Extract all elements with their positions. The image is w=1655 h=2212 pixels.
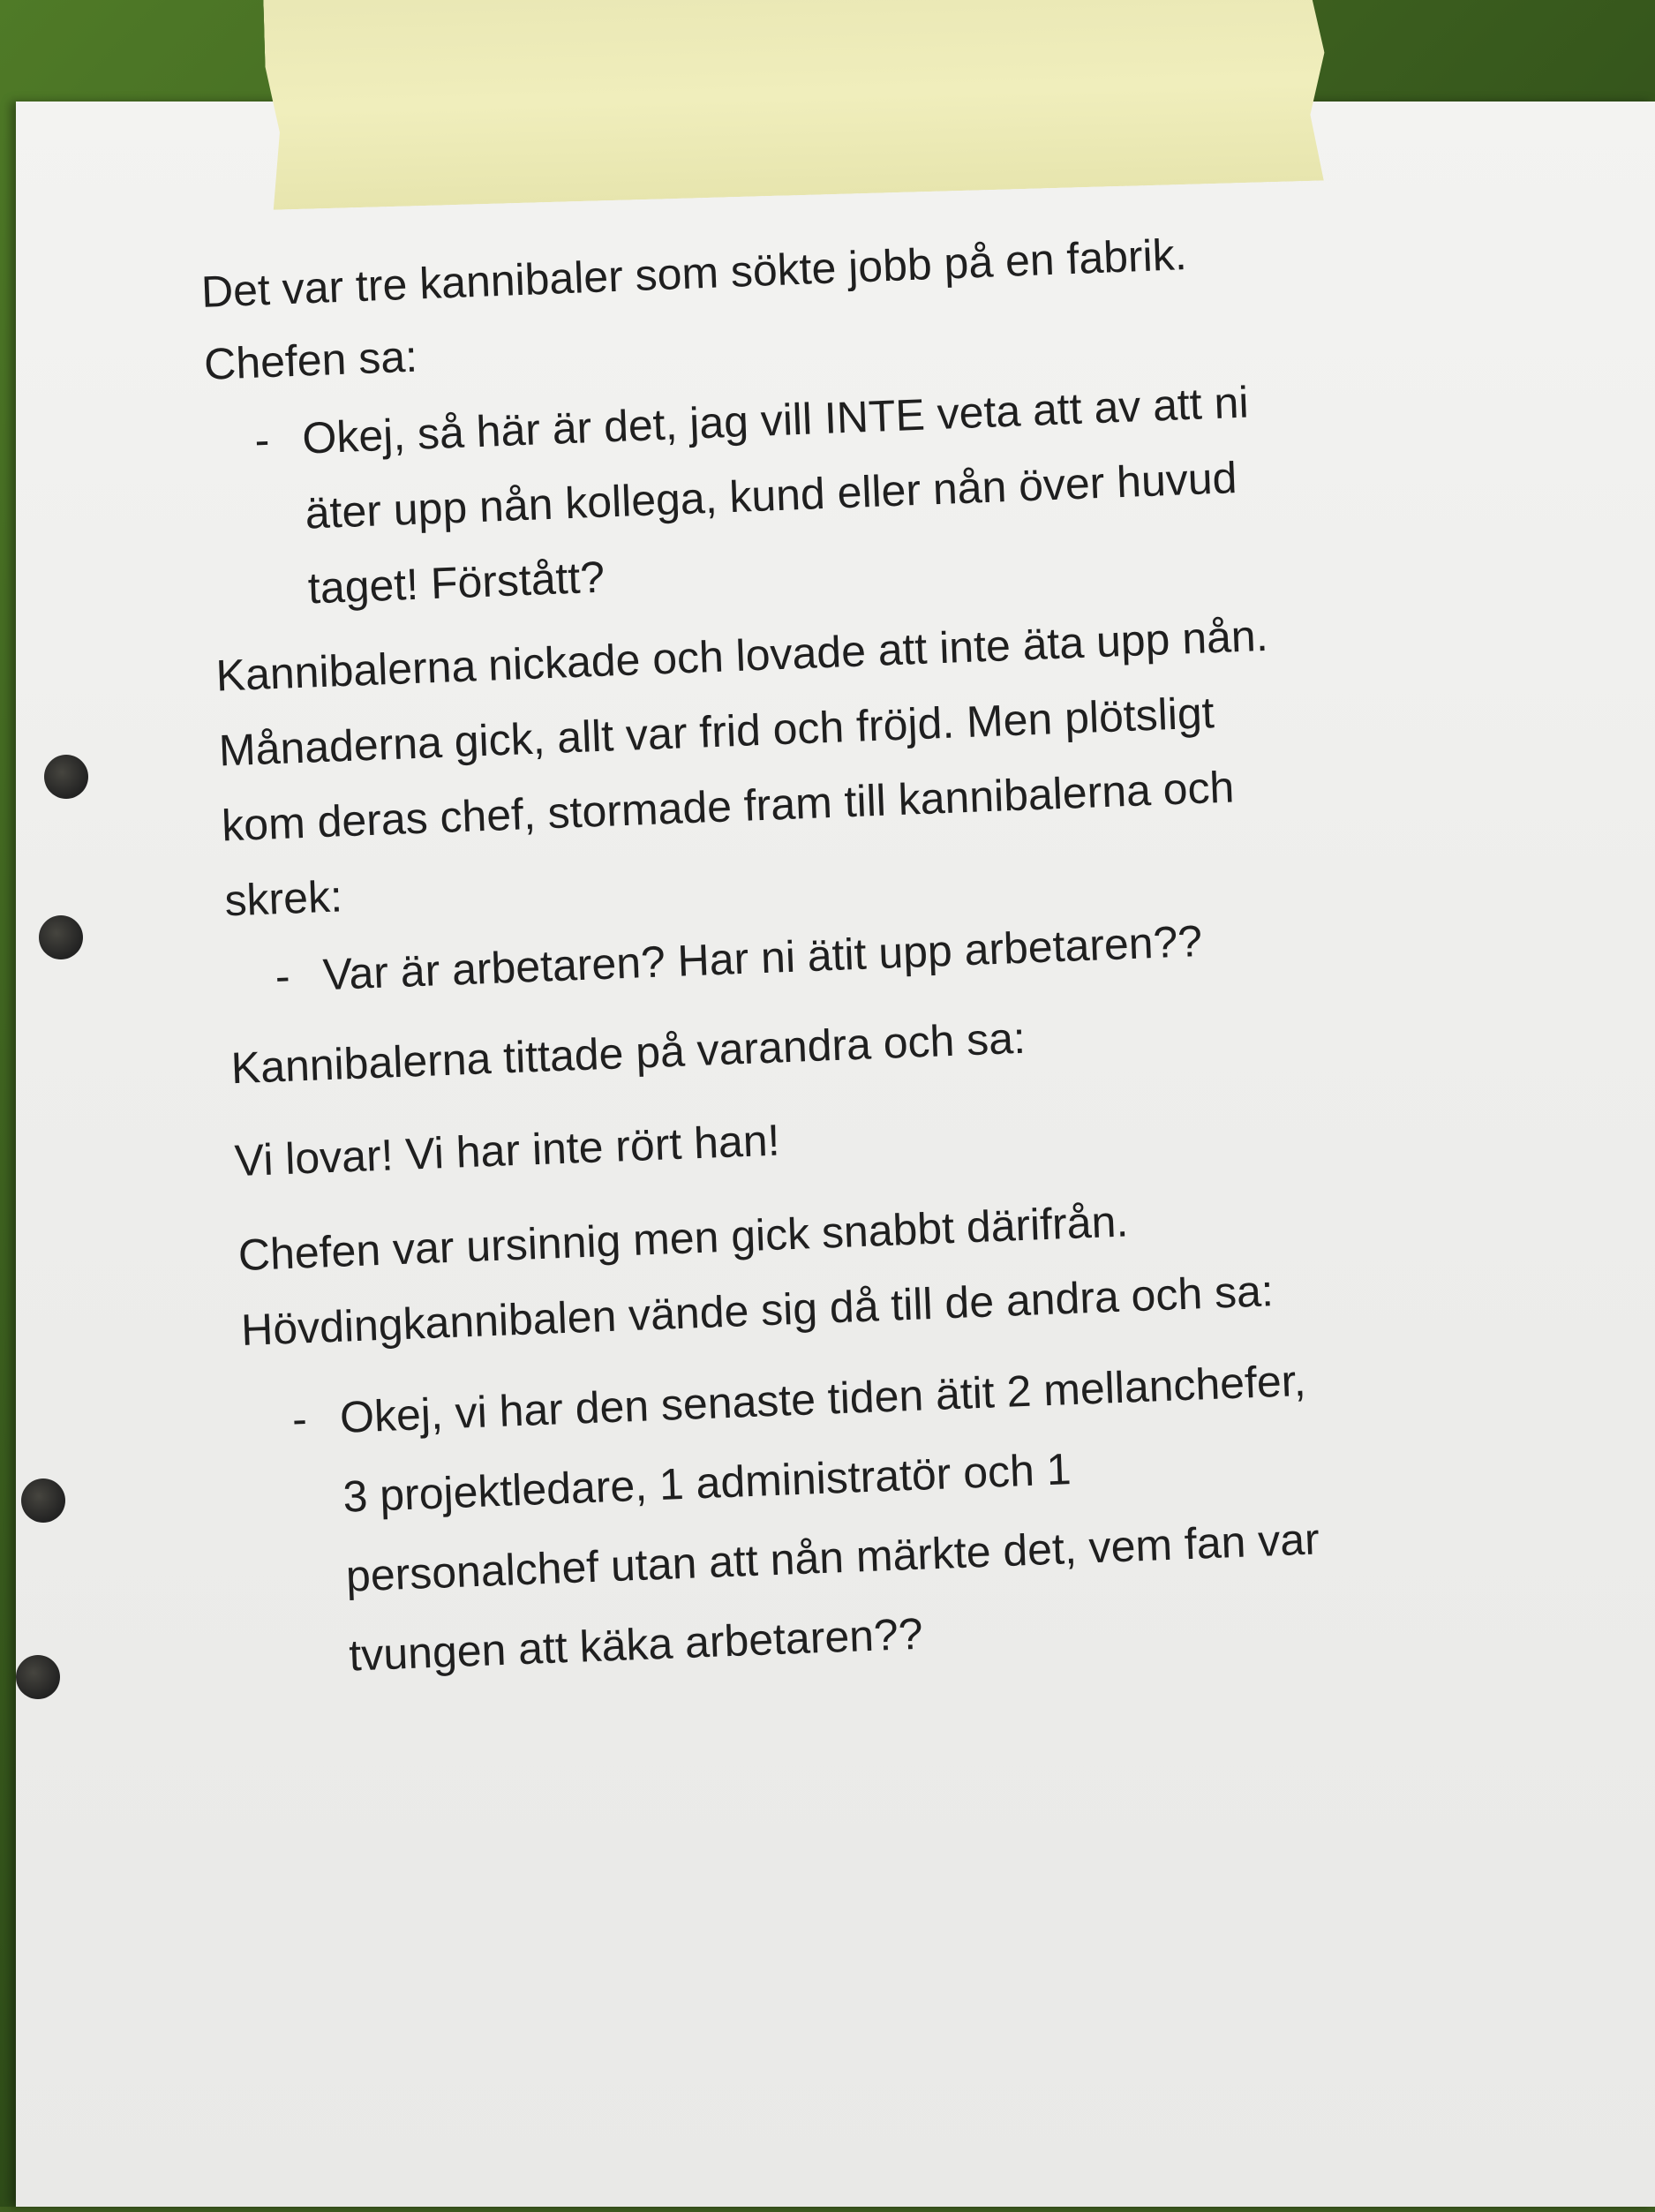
middle-line-3: kom deras chef, stormade fram till kannibalerna och bbox=[221, 762, 1236, 851]
promise-line: Vi lovar! Vi har inte rört han! bbox=[233, 1115, 781, 1186]
chief-quote-line-1: Okej, vi har den senaste tiden ätit 2 mellanchefer, bbox=[339, 1355, 1307, 1442]
boss-shout-line: Var är arbetaren? Har ni ätit upp arbetaren?? bbox=[321, 915, 1204, 1000]
chief-quote-line-3: personalchef utan att nån märkte det, vem fan var bbox=[344, 1514, 1320, 1601]
boss-quote-line-1: Okej, så här är det, jag vill INTE veta att av att ni bbox=[301, 377, 1250, 463]
intro-line-1: Det var tre kannibaler som sökte jobb på en fabrik. bbox=[199, 229, 1188, 317]
middle-line-1: Kannibalerna nickade och lovade att inte äta upp nån. bbox=[214, 610, 1269, 701]
ending-line-2: Hövdingkannibalen vände sig då till de andra och sa: bbox=[240, 1266, 1275, 1356]
chief-quote-line-4: tvungen att käka arbetaren?? bbox=[348, 1608, 924, 1681]
boss-quote-dash: - bbox=[253, 415, 271, 465]
intro-line-2: Chefen sa: bbox=[203, 331, 418, 389]
chief-quote-dash: - bbox=[291, 1394, 308, 1444]
chief-quote-line-2: 3 projektledare, 1 administratör och 1 bbox=[342, 1444, 1072, 1522]
ending-line-1: Chefen var ursinnig men gick snabbt därifrån. bbox=[237, 1196, 1130, 1281]
boss-quote-line-3: taget! Förstått? bbox=[306, 552, 606, 613]
look-line: Kannibalerna tittade på varandra och sa: bbox=[229, 1012, 1027, 1094]
boss-quote-line-2: äter upp nån kollega, kund eller nån över huvud bbox=[304, 453, 1238, 538]
boss-shout-dash: - bbox=[274, 951, 291, 1002]
middle-line-4: skrek: bbox=[223, 871, 343, 926]
middle-line-2: Månaderna gick, allt var frid och fröjd. Men plötsligt bbox=[217, 688, 1215, 776]
